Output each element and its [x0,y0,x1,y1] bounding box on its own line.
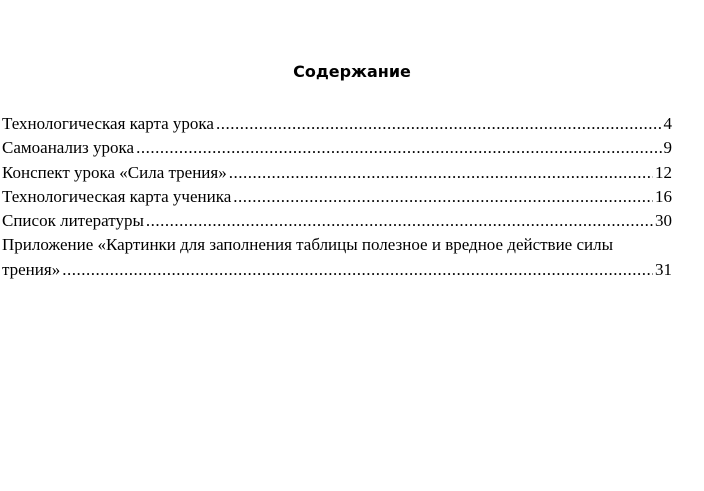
toc-entry-label: Конспект урока «Сила трения» [2,162,227,182]
toc-entry[interactable] [2,112,672,136]
toc-entry[interactable] [2,136,672,160]
toc-entry-page: 30 [655,211,672,231]
table-of-contents [2,112,672,282]
toc-entry-continuation [2,258,672,282]
dot-leader [233,185,653,209]
toc-entry-label: Список литературы [2,211,144,231]
toc-title: Содержание [293,62,411,81]
toc-entry-page: 12 [655,162,672,182]
dot-leader [216,112,662,136]
toc-entry-page: 16 [655,186,672,206]
toc-entry-label-line1: Приложение «Картинки для заполнения таблицы полезное и вредное действие силы [2,235,614,255]
toc-entry[interactable] [2,209,672,233]
toc-entry-label: Технологическая карта ученика [2,186,232,206]
toc-entry[interactable] [2,161,672,185]
toc-entry-label: Технологическая карта урока [2,114,214,133]
toc-entry-appendix[interactable] [2,233,672,282]
toc-entry-label: Самоанализ урока [2,138,135,158]
toc-entry-page: 9 [663,138,672,158]
toc-entry-page: 31 [655,259,672,279]
dot-leader [229,161,653,185]
toc-entry-page: 4 [663,114,672,133]
toc-entry-label-line2: трения» [2,259,61,279]
dot-leader [146,209,653,233]
dot-leader [62,258,653,282]
toc-entry[interactable] [2,185,672,209]
dot-leader [136,136,661,160]
